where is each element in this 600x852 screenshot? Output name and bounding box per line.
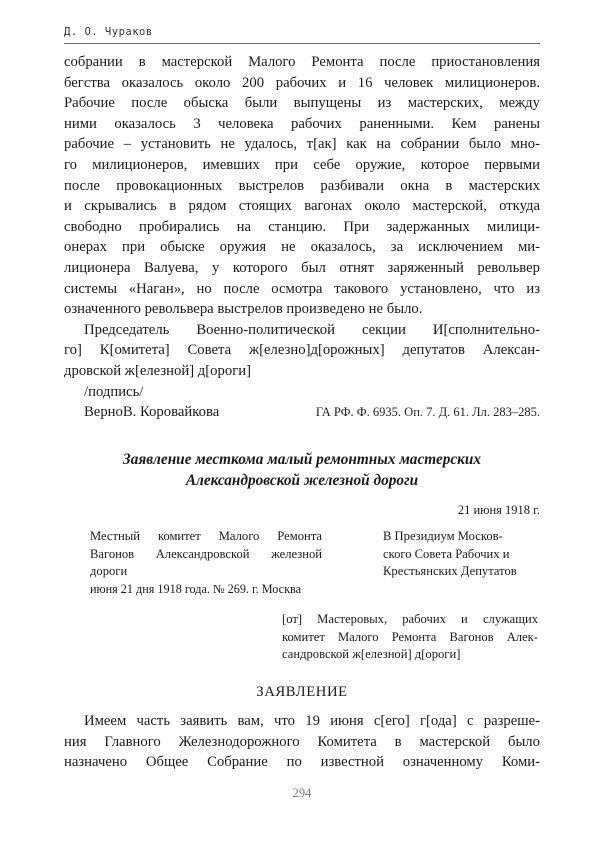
document-title-line: Александровской железной дороги [185,471,419,489]
report-paragraph [64,52,540,320]
text-line: ними оказалось 3 человека рабочих раненными. Кем ранены [64,115,540,132]
sender-line: дороги [90,564,128,579]
verno-line: ВерноВ. Коровайкова [84,404,220,421]
text-line: собрании в мастерской Малого Ремонта после приостановления [64,54,540,70]
sender-line: июня 21 дня 1918 года. № 269. г. Москва [90,581,302,596]
text-line: Рабочие после обыска были выпущены из мастерских, между [64,95,540,112]
text-line: и скрывались в рядом стоящих вагонах около мастерской, откуда [64,198,540,215]
text-line: означенного револьвера выстрелов произведено не было. [64,301,423,318]
document-title [64,450,540,491]
document-date: 21 июня 1918 г. [457,503,540,517]
text-line: после провокационных выстрелов разбивали окна в мастерских [64,177,540,194]
recipient-line: В Президиум Москов- [383,529,503,543]
text-line: рабочие – установить не удалось, т[ак] как на собрании было мно- [64,136,540,153]
text-line: лиционера Валуева, у которого был отнят заряженный револьвер [64,259,540,276]
from-line: комитет Малого Ремонта Вагонов Алек- [282,629,538,644]
signature-line: Председатель Военно-политической секции И[сполнительно- [84,321,540,338]
running-header: Д. О. Чураков [64,26,153,38]
sender-line: Местный комитет Малого Ремонта [90,529,322,543]
recipient-line: Крестьянских Депутатов [383,564,517,579]
text-line: онерах при обыске оружия не оказалось, за исключением ми- [64,239,540,256]
text-line: системы «Наган», но после осмотра такового установлено, что из [64,280,540,297]
sender-line: Вагонов Александровской железной [90,546,322,561]
signature-line: го] К[омитета] Совета ж[елезно]д[орожных] депутатов Алексан- [64,342,540,359]
statement-body [64,711,540,773]
body-text [64,52,540,423]
recipient-line: ского Совета Рабочих и [383,546,510,561]
text-line: бегства оказалось около 200 рабочих и 16 человек милиционеров. [64,74,540,91]
header-rule [64,43,540,44]
statement-line: назначено Общее Собрание по известной означенному Коми- [64,754,540,771]
recipient-block [383,528,538,581]
statement-heading: ЗАЯВЛЕНИЕ [256,684,348,700]
text-line: свободно пробирались на станцию. При задержанных милици- [64,218,540,235]
text-line: го милиционеров, имевших при себе оружие, которое первыми [64,156,540,173]
from-block [282,611,538,664]
document-title-line: Заявление месткома малый ремонтных мастерских [122,451,482,468]
signed-mark: /подпись/ [84,383,144,400]
statement-line: Имеем часть заявить вам, что 19 июня с[его] г[ода] с разреше- [84,713,540,729]
archive-source-reference: ГА РФ. Ф. 6935. Оп. 7. Д. 61. Лл. 283–285. [315,405,540,419]
page-number: 294 [292,786,312,800]
statement-line: ния Главного Железнодорожного Комитета в мастерской было [64,733,540,750]
signature-line: дровской ж[елезной] д[ороги] [64,362,251,379]
from-line: [от] Мастеровых, рабочих и служащих [282,612,538,626]
sender-block [90,528,322,598]
from-line: сандровской ж[елезной] д[ороги] [282,647,461,662]
